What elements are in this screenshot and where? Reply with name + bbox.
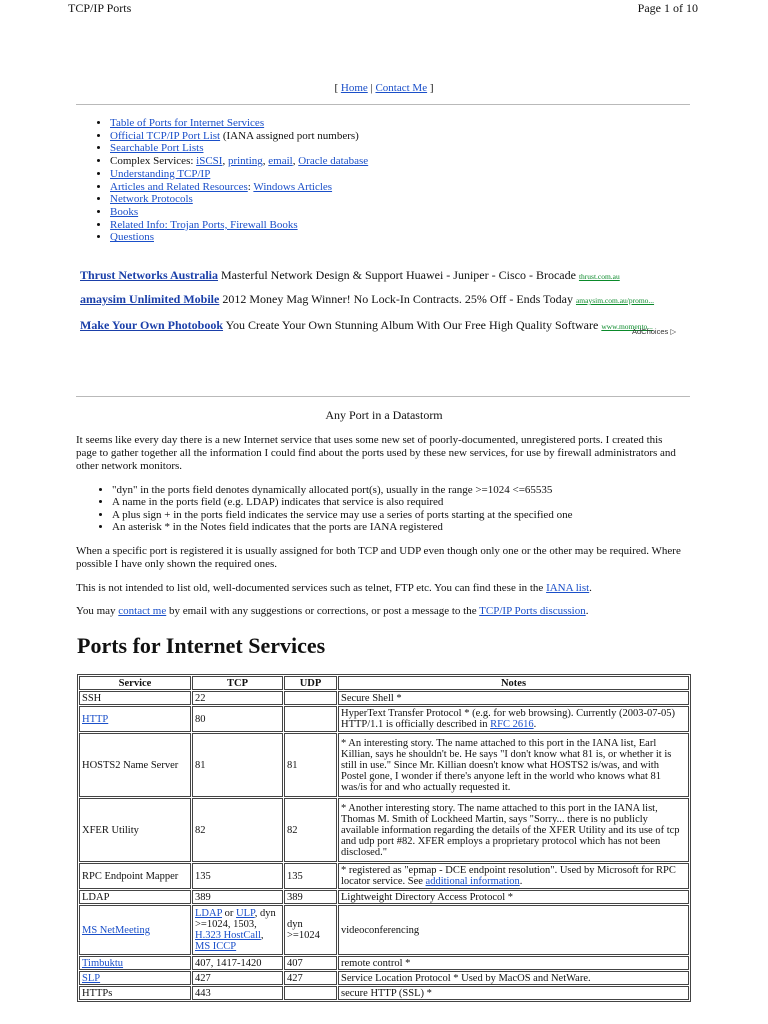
service-cell: HOSTS2 Name Server [79,733,191,797]
port-link[interactable]: LDAP [195,908,223,919]
notes-cell: * An interesting story. The name attached to this port in the IANA list, Earl Killian, says he shouldn't be. He says "I don't know what 81 is, or whether it is still in use." Since Mr. Killian doesn't know what HOSTS2 is/was, and with Postel gone, I wonder if there's anyone left in the world who knows what 81 was/is for and who actually requested it. [338,733,689,797]
table-of-contents [92,117,368,244]
ad-text: You Create Your Own Stunning Album With Our Free High Quality Software [223,318,602,332]
not-intended-paragraph [76,582,684,595]
ad-title-link[interactable]: amaysim Unlimited Mobile [80,292,220,306]
service-cell [79,971,191,985]
toc-note: (IANA assigned port numbers) [220,129,359,142]
toc-item [110,117,368,130]
tcp-cell: 135 [192,863,283,889]
paragraph-text: by email with any suggestions or corrections, or post a message to the [166,605,480,617]
rfc-link[interactable]: RFC 2616 [490,719,534,730]
service-cell: HTTPs [79,986,191,1000]
toc-link[interactable]: Network Protocols [110,193,193,206]
divider [76,396,690,397]
toc-link[interactable]: Searchable Port Lists [110,142,204,155]
toc-item [110,193,368,206]
ad-text: 2012 Money Mag Winner! No Lock-In Contracts. 25% Off - Ends Today [219,292,576,306]
notes-cell: Service Location Protocol * Used by MacOS and NetWare. [338,971,689,985]
toc-item [110,168,368,181]
udp-cell [284,706,337,732]
column-header: UDP [284,676,337,690]
table-row [79,863,689,889]
toc-item [110,142,368,155]
toc-link[interactable]: iSCSI [196,155,223,168]
service-link[interactable]: MS NetMeeting [82,924,150,936]
toc-link[interactable]: Table of Ports for Internet Services [110,117,265,129]
nav-bracket: [ [334,82,341,94]
ports-table [77,674,691,1002]
toc-link[interactable]: Books [110,205,139,218]
ad-text: Masterful Network Design & Support Huawei - Juniper - Cisco - Brocade [218,268,579,282]
udp-cell: 407 [284,956,337,970]
ad-url-link[interactable]: amaysim.com.au/promo... [575,296,655,305]
top-nav [0,82,768,95]
table-row [79,733,689,797]
ad-item [80,292,654,306]
notes-cell: Secure Shell * [338,691,689,705]
table-row [79,798,689,862]
tcp-cell: 22 [192,691,283,705]
udp-cell: 81 [284,733,337,797]
iana-list-link[interactable]: IANA list [546,582,590,594]
page-number: Page 1 of 10 [637,1,698,15]
port-link[interactable]: MS ICCP [195,941,237,952]
toc-link[interactable]: Questions [110,231,154,244]
notes-cell [338,706,689,732]
service-cell [79,706,191,732]
service-cell: XFER Utility [79,798,191,862]
table-row [79,971,689,985]
toc-item [110,206,368,219]
toc-label: Complex Services: [110,155,197,168]
tcp-cell: 407, 1417-1420 [192,956,283,970]
port-link[interactable]: H.323 HostCall [195,930,261,941]
toc-link[interactable]: Official TCP/IP Port List [110,129,221,142]
table-row [79,706,689,732]
udp-cell: 389 [284,890,337,904]
service-link[interactable]: Timbuktu [82,957,124,969]
tcp-cell: 81 [192,733,283,797]
legend-item: • "dyn" in the ports field denotes dynamically allocated port(s), usually in the range >=1024 <=65535 [112,484,572,496]
legend-list [96,484,572,534]
ad-title-link[interactable]: Make Your Own Photobook [80,318,224,332]
table-row [79,956,689,970]
table-row [79,890,689,904]
toc-link[interactable]: email [268,155,293,168]
toc-item [110,231,368,244]
contact-link[interactable]: Contact Me [375,82,428,94]
additional-info-link[interactable]: additional information [425,876,520,887]
notes-text: . [519,876,523,887]
notes-cell [338,863,689,889]
ad-url-link[interactable]: www.momento... [601,322,653,331]
udp-cell: dyn >=1024 [284,905,337,955]
toc-sep: : [247,180,254,193]
port-text: , [260,930,264,941]
tcp-cell: 443 [192,986,283,1000]
nav-separator: | [367,82,376,94]
nav-bracket: ] [427,82,434,94]
notes-text: HyperText Transfer Protocol * (e.g. for web browsing). Currently (2003-07-05) HTTP/1.1 is officially described in [341,708,676,730]
tcp-cell [192,905,283,955]
toc-link[interactable]: Understanding TCP/IP [110,167,211,180]
udp-cell: 135 [284,863,337,889]
toc-item [110,181,368,194]
table-row [79,905,689,955]
column-header: Notes [338,676,689,690]
ad-url-link[interactable]: thrust.com.au [578,272,620,281]
legend-item: • An asterisk * in the Notes field indicates that the ports are IANA registered [112,521,572,533]
contact-paragraph [76,605,684,618]
adchoices-label[interactable]: AdChoices ▷ [632,327,677,336]
paragraph-text: . [589,582,592,594]
table-row [79,691,689,705]
ad-item [80,318,698,332]
paragraph-text: You may [76,605,119,617]
legend-item: • A name in the ports field (e.g. LDAP) indicates that service is also required [112,496,572,508]
udp-cell [284,691,337,705]
column-header: TCP [192,676,283,690]
notes-cell: Lightweight Directory Access Protocol * [338,890,689,904]
registered-paragraph: When a specific port is registered it is usually assigned for both TCP and UDP even though only one or the other may be required. Where possible I have only shown the required ones. [76,545,681,570]
tcp-cell: 80 [192,706,283,732]
toc-item [110,130,368,143]
discussion-link[interactable]: TCP/IP Ports discussion [479,605,586,617]
toc-link[interactable]: Oracle database [298,155,369,168]
udp-cell: 427 [284,971,337,985]
notes-text: . [533,719,537,730]
ad-item [80,268,620,282]
toc-link[interactable]: printing [227,155,263,168]
notes-text: * registered as "epmap - DCE endpoint resolution". Used by Microsoft for RPC locator service. See [341,865,676,887]
service-link[interactable]: HTTP [82,713,109,725]
service-cell [79,956,191,970]
paragraph-text: . [585,605,589,617]
udp-cell: 82 [284,798,337,862]
divider [76,104,690,105]
table-row [79,986,689,1000]
port-link[interactable]: ULP [236,908,255,919]
notes-cell: * Another interesting story. The name attached to this port in the IANA list, Thomas M. Smith of Lockheed Martin, says "Sorry... there is no publicly available information regarding the details of the XFER Utility and its use of tcp and udp port #82. XFER employs a proprietary protocol which has not been disclosed." [338,798,689,862]
notes-cell: secure HTTP (SSL) * [338,986,689,1000]
legend-item: • A plus sign + in the ports field indicates the service may use a series of ports starting at the specified one [112,509,572,521]
port-text: , dyn >=1024, 1503, [195,908,276,930]
intro-paragraph: It seems like every day there is a new Internet service that uses some new set of poorly-documented, unregistered ports. I created this page to gather together all the information I could find about the ports used by these new services, for use by firewall administrators and other network monitors. [76,434,676,472]
home-link[interactable]: Home [340,82,368,94]
service-cell: LDAP [79,890,191,904]
toc-item [110,219,368,232]
udp-cell [284,986,337,1000]
tcp-cell: 82 [192,798,283,862]
notes-cell: remote control * [338,956,689,970]
port-text: or [222,908,237,919]
contact-me-link[interactable]: contact me [118,605,167,617]
tcp-cell: 427 [192,971,283,985]
toc-item: • Complex Services: iSCSI, printing, email, Oracle database [110,155,368,168]
service-cell: SSH [79,691,191,705]
document-title: TCP/IP Ports [68,1,132,15]
paragraph-text: This is not intended to list old, well-documented services such as telnet, FTP etc. You can find these in the [76,582,547,594]
table-header-row [79,676,689,690]
toc-link[interactable]: Windows Articles [253,180,333,193]
service-cell: RPC Endpoint Mapper [79,863,191,889]
column-header: Service [79,676,191,690]
notes-cell: videoconferencing [338,905,689,955]
toc-link[interactable]: Related Info: Trojan Ports, Firewall Books [110,218,298,231]
toc-link[interactable]: Articles and Related Resources [110,180,248,193]
ad-title-link[interactable]: Thrust Networks Australia [80,268,219,282]
page-heading: Ports for Internet Services [77,633,326,658]
tcp-cell: 389 [192,890,283,904]
service-cell [79,905,191,955]
service-link[interactable]: SLP [82,972,101,984]
section-title: Any Port in a Datastorm [325,408,443,422]
